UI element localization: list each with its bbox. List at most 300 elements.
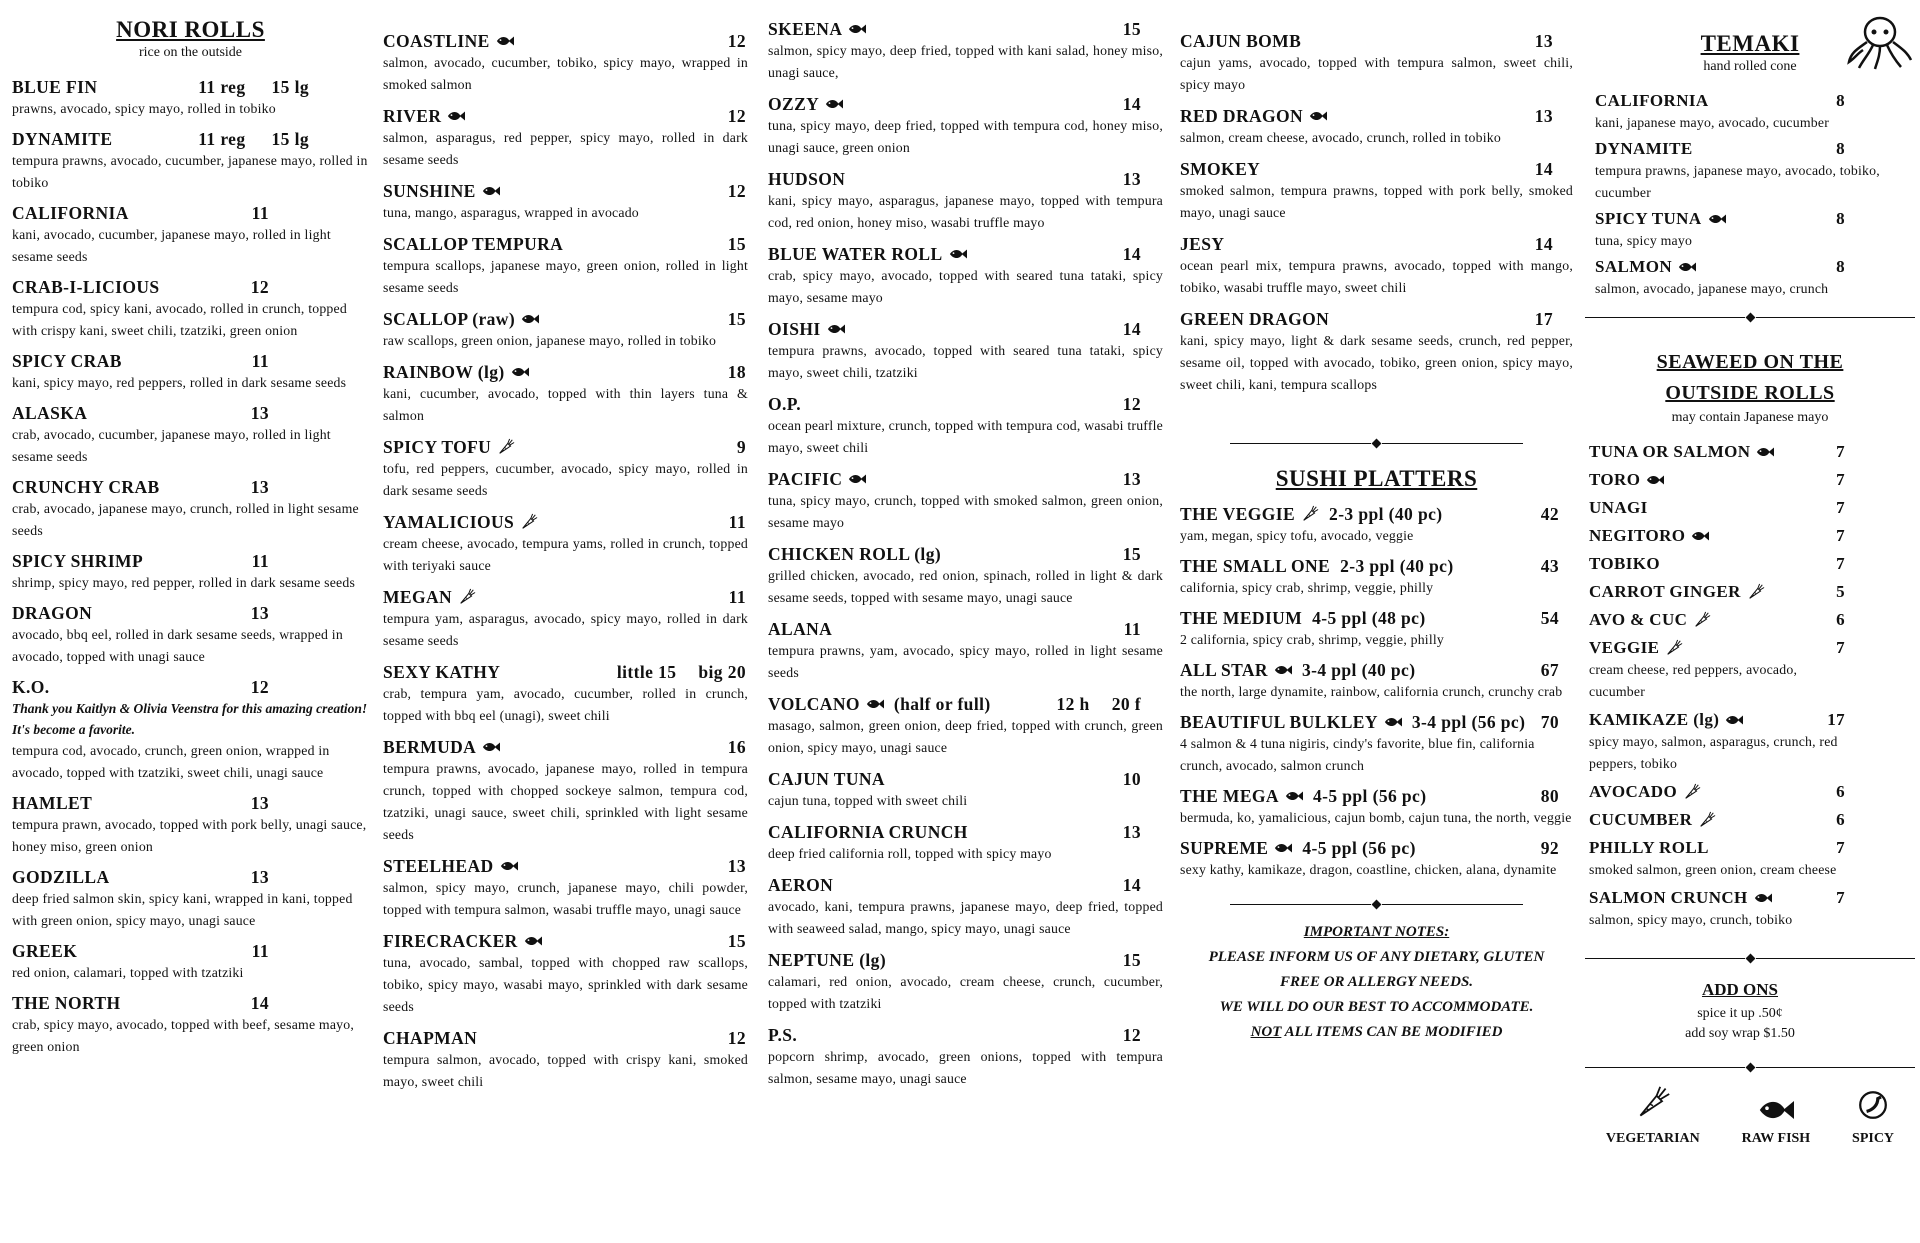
raw-fish-icon — [1756, 446, 1774, 458]
nori-rolls-subtitle: rice on the outside — [138, 45, 243, 60]
menu-item — [1180, 503, 1573, 547]
menu-item-price: 15 — [1122, 544, 1141, 564]
menu-item-title: DYNAMITE — [12, 129, 113, 149]
menu-item-price: 13 — [250, 603, 269, 623]
add-on-spice: spice it up .50¢ — [1697, 1006, 1783, 1021]
raw-fish-icon — [848, 473, 866, 485]
menu-item-price: 7 — [1836, 442, 1845, 461]
menu-item-name — [12, 792, 92, 814]
menu-item — [383, 361, 748, 427]
menu-item-row — [383, 30, 748, 52]
menu-item-row — [1180, 233, 1573, 255]
raw-fish-icon — [848, 23, 866, 35]
menu-item — [383, 661, 748, 727]
menu-item-price: 15 — [727, 309, 746, 329]
menu-item — [12, 866, 369, 932]
menu-item-description: smoked salmon, green onion, cream cheese — [1589, 862, 1837, 877]
menu-item — [12, 476, 369, 542]
menu-item-price: 13 — [250, 867, 269, 887]
menu-item-title: ALL STAR — [1180, 660, 1268, 680]
menu-item-row — [1589, 553, 1845, 575]
vegetarian-carrot-icon — [1301, 505, 1319, 523]
menu-item-row — [1589, 809, 1845, 831]
menu-item-name — [12, 992, 121, 1014]
menu-item-name — [768, 243, 967, 265]
menu-item-price: 67 — [1540, 660, 1559, 680]
menu-item-description: salmon, spicy mayo, crunch, japanese mayo, chili powder, topped with tempura salmon, wasabi truffle mayo, unagi sauce — [383, 880, 748, 917]
menu-item-price: 11 — [251, 941, 269, 961]
menu-item — [12, 992, 369, 1058]
menu-item-title: CAJUN BOMB — [1180, 31, 1302, 51]
menu-item — [768, 393, 1163, 459]
menu-item-title: DRAGON — [12, 603, 93, 623]
divider — [1230, 901, 1523, 908]
menu-item-row — [1589, 709, 1845, 731]
seaweed-subtitle: may contain Japanese mayo — [1671, 410, 1829, 425]
menu-item — [768, 243, 1163, 309]
menu-item-row — [768, 949, 1163, 971]
menu-item-name — [383, 30, 514, 52]
menu-item-row — [768, 768, 1163, 790]
divider — [1585, 1064, 1915, 1071]
menu-item-price: 13 — [250, 403, 269, 423]
menu-item-title: THE MEDIUM — [1180, 608, 1303, 628]
menu-item-row — [383, 930, 748, 952]
menu-item-row — [383, 436, 748, 458]
raw-fish-icon — [1678, 261, 1696, 273]
menu-item — [1589, 887, 1845, 931]
menu-item-description: salmon, avocado, japanese mayo, crunch — [1595, 281, 1829, 296]
menu-item-description: deep fried salmon skin, spicy kani, wrapped in kani, topped with green onion, spicy mayo, unagi sauce — [12, 891, 353, 928]
menu-item-name — [383, 436, 515, 458]
menu-item-price: 7 — [1836, 838, 1845, 857]
menu-item-description: tuna, spicy mayo, crunch, topped with smoked salmon, green onion, sesame mayo — [768, 493, 1163, 530]
menu-item — [1180, 607, 1573, 651]
menu-item-row — [12, 992, 369, 1014]
menu-item-title: SCALLOP (raw) — [383, 309, 516, 329]
menu-item-description: kani, spicy mayo, light & dark sesame seeds, crunch, red pepper, sesame oil, topped with avocado, tobiko, green onion, spicy mayo, sweet chili, kani, tempura scallops — [1180, 333, 1573, 392]
menu-item-description: ocean pearl mix, tempura prawns, avocado, topped with mango, tobiko, wasabi truffle mayo, sweet chili — [1180, 258, 1573, 295]
menu-item-price: 7 — [1836, 554, 1845, 573]
menu-item-title: UNAGI — [1589, 498, 1648, 517]
menu-item-description: ocean pearl mixture, crunch, topped with tempura cod, wasabi truffle mayo, sweet chili — [768, 418, 1163, 455]
menu-item-row — [383, 233, 748, 255]
menu-item — [1180, 555, 1573, 599]
menu-item-price: 15 — [727, 234, 746, 254]
raw-fish-icon — [1708, 213, 1726, 225]
menu-item — [768, 821, 1163, 865]
menu-item-title: SMOKEY — [1180, 159, 1261, 179]
raw-fish-icon — [1384, 716, 1402, 728]
menu-item-price: 43 — [1540, 556, 1559, 576]
menu-item-row — [1595, 256, 1905, 278]
menu-item — [12, 76, 369, 120]
menu-item-description: tempura prawn, avocado, topped with pork belly, unagi sauce, honey miso, green onion — [12, 817, 367, 854]
menu-item-price: 7 — [1836, 498, 1845, 517]
menu-item-row — [12, 676, 369, 698]
menu-item-name — [383, 586, 476, 608]
menu-item-title: O.P. — [768, 394, 802, 414]
legend-raw-fish-label: RAW FISH — [1741, 1131, 1811, 1146]
menu-item-row — [1180, 607, 1573, 629]
raw-fish-icon — [949, 248, 967, 260]
menu-item-description: tempura cod, avocado, crunch, green onion, wrapped in avocado, topped with tzatziki, sweet chili, unagi sauce — [12, 743, 330, 780]
menu-item — [12, 792, 369, 858]
menu-item-description: salmon, spicy mayo, crunch, tobiko — [1589, 912, 1793, 927]
menu-item — [1180, 105, 1573, 149]
menu-item-row — [1595, 138, 1905, 160]
menu-item-title: OISHI — [768, 319, 821, 339]
menu-item — [1180, 785, 1573, 829]
rolls-column-3 — [768, 0, 1163, 1099]
menu-item-description: crab, avocado, japanese mayo, crunch, rolled in light sesame seeds — [12, 501, 359, 538]
menu-item-row — [768, 168, 1163, 190]
raw-fish-icon — [866, 698, 884, 710]
raw-fish-icon — [500, 860, 518, 872]
vegetarian-carrot-icon — [1693, 611, 1711, 629]
menu-item-title: SUNSHINE — [383, 181, 476, 201]
menu-item-row — [12, 276, 369, 298]
menu-item-price: 12 — [1122, 1025, 1141, 1045]
menu-item-price: 92 — [1540, 838, 1559, 858]
menu-item-row — [12, 792, 369, 814]
menu-item-row — [12, 602, 369, 624]
raw-fish-icon — [1309, 110, 1327, 122]
menu-item — [1180, 308, 1573, 396]
legend — [1585, 1085, 1915, 1147]
menu-item-name — [12, 128, 112, 150]
menu-item-name — [768, 468, 866, 490]
menu-item — [768, 874, 1163, 940]
menu-item-name — [383, 233, 563, 255]
vegetarian-carrot-icon — [497, 438, 515, 456]
raw-fish-icon — [1754, 892, 1772, 904]
menu-item-description: red onion, calamari, topped with tzatziki — [12, 965, 244, 980]
menu-item-row — [768, 393, 1163, 415]
menu-item-name — [1180, 30, 1301, 52]
menu-item-description: tempura prawns, avocado, japanese mayo, rolled in tempura crunch, topped with chopped sockeye salmon, tempura cod, tzatziki, unagi sauce, sweet chili, sprinkled with light sesame seeds — [383, 761, 748, 842]
menu-item-row — [768, 693, 1163, 715]
legend-raw-fish — [1742, 1099, 1811, 1147]
menu-item-name — [1595, 256, 1696, 278]
menu-item-note: Thank you Kaitlyn & Olivia Veenstra for this amazing creation! It's become a favorite. — [12, 701, 368, 737]
menu-item-row — [383, 180, 748, 202]
menu-item-title: HAMLET — [12, 793, 93, 813]
menu-item-price: 11 — [728, 587, 746, 607]
menu-item-row — [1180, 837, 1573, 859]
menu-item — [383, 511, 748, 577]
menu-item-name — [768, 618, 832, 640]
divider — [1585, 314, 1915, 321]
menu-item-title: CHICKEN ROLL (lg) — [768, 544, 942, 564]
menu-item-description: tempura prawns, avocado, topped with seared tuna tataki, spicy mayo, sweet chili, tzatziki — [768, 343, 1163, 380]
menu-item-name — [768, 543, 941, 565]
raw-fish-icon — [447, 110, 465, 122]
menu-item — [768, 768, 1163, 812]
menu-item-description: kani, cucumber, avocado, topped with thin layers tuna & salmon — [383, 386, 748, 423]
raw-fish-icon — [1274, 664, 1292, 676]
menu-item-row — [1589, 469, 1845, 491]
menu-item-name — [768, 693, 991, 715]
menu-item-title: CALIFORNIA — [12, 203, 129, 223]
vegetarian-carrot-icon — [1747, 583, 1765, 601]
menu-item-price: 14 — [1122, 875, 1141, 895]
menu-item-price: 16 — [727, 737, 746, 757]
platters-list — [1180, 503, 1573, 881]
menu-item-price: 15 — [1122, 19, 1141, 39]
menu-item-name — [1589, 887, 1772, 909]
menu-item-description: shrimp, spicy mayo, red pepper, rolled in dark sesame seeds — [12, 575, 356, 590]
menu-item-description: tuna, mango, asparagus, wrapped in avocado — [383, 205, 639, 220]
menu-item-description: kani, avocado, cucumber, japanese mayo, rolled in light sesame seeds — [12, 227, 331, 264]
raw-fish-icon — [1274, 842, 1292, 854]
menu-item-description: raw scallops, green onion, japanese mayo, rolled in tobiko — [383, 333, 717, 348]
menu-item-title: OZZY — [768, 94, 820, 114]
menu-item-price: 8 — [1836, 139, 1845, 158]
legend-vegetarian — [1606, 1085, 1700, 1147]
menu-item-price: 17 — [1827, 710, 1845, 729]
notes-line: PLEASE INFORM US OF ANY DIETARY, GLUTEN — [1208, 949, 1545, 965]
menu-item — [1595, 256, 1905, 300]
menu-item-name — [12, 676, 50, 698]
menu-item — [1595, 208, 1905, 252]
menu-item — [383, 586, 748, 652]
menu-item-title: COASTLINE — [383, 31, 490, 51]
menu-item-name — [383, 1027, 477, 1049]
menu-item-price: 11 — [1123, 619, 1141, 639]
important-notes — [1180, 920, 1573, 1045]
legend-vegetarian-label: VEGETARIAN — [1605, 1131, 1700, 1146]
menu-item-description: yam, megan, spicy tofu, avocado, veggie — [1180, 528, 1414, 543]
menu-item-row — [12, 866, 369, 888]
menu-item-row — [1589, 441, 1845, 463]
menu-item-row — [768, 468, 1163, 490]
menu-item-name — [1180, 503, 1319, 525]
menu-item-price: 8 — [1836, 209, 1845, 228]
menu-item-title: RED DRAGON — [1180, 106, 1304, 126]
menu-item-description: avocado, bbq eel, rolled in dark sesame seeds, wrapped in avocado, topped with unagi sauce — [12, 627, 343, 664]
menu-item-name — [12, 76, 97, 98]
carrot-icon — [1635, 1085, 1671, 1121]
menu-item-name — [768, 874, 833, 896]
menu-item-name — [383, 180, 500, 202]
menu-item-price: 12 — [727, 106, 746, 126]
menu-item-title: BEAUTIFUL BULKLEY — [1180, 712, 1378, 732]
menu-item-row — [1589, 637, 1845, 659]
legend-spicy-label: SPICY — [1852, 1131, 1895, 1146]
menu-item — [768, 618, 1163, 684]
menu-item-title: CHAPMAN — [383, 1028, 478, 1048]
menu-item — [1180, 659, 1573, 703]
menu-item-row — [12, 350, 369, 372]
menu-item-price: 8 — [1836, 91, 1845, 110]
seaweed-title-2: OUTSIDE ROLLS — [1665, 382, 1835, 404]
menu-item — [1589, 581, 1845, 603]
menu-item-row — [12, 402, 369, 424]
menu-item-row — [1180, 105, 1573, 127]
menu-item-name — [1589, 609, 1711, 631]
menu-item-name — [1180, 555, 1330, 577]
menu-item-title: TOBIKO — [1589, 554, 1661, 573]
platter-size: 4-5 ppl (56 pc) — [1302, 838, 1416, 858]
menu-item-price-small: 11 reg — [198, 77, 246, 97]
menu-item-price: 9 — [736, 437, 746, 457]
menu-item-row — [383, 361, 748, 383]
menu-item-title: MEGAN — [383, 587, 453, 607]
temaki-list — [1585, 90, 1915, 300]
important-notes-title: IMPORTANT NOTES: — [1303, 924, 1450, 940]
notes-line: FREE OR ALLERGY NEEDS. — [1279, 974, 1474, 990]
add-ons — [1585, 980, 1915, 1044]
menu-item-name — [1589, 837, 1709, 859]
menu-item-row — [768, 18, 1163, 40]
menu-item-row — [1595, 208, 1905, 230]
menu-item-price: 14 — [250, 993, 269, 1013]
menu-item-title: SPICY TUNA — [1595, 209, 1702, 228]
menu-item-title: AERON — [768, 875, 834, 895]
menu-item-description: tuna, avocado, sambal, topped with chopped raw scallops, tobiko, spicy mayo, wasabi mayo, sprinkled with dark sesame seeds — [383, 955, 748, 1014]
menu-item-description: crab, spicy mayo, avocado, topped with beef, sesame mayo, green onion — [12, 1017, 355, 1054]
menu-item-title: HUDSON — [768, 169, 846, 189]
menu-item-name — [768, 768, 885, 790]
menu-item-title: PACIFIC — [768, 469, 843, 489]
menu-item-title: BERMUDA — [383, 737, 477, 757]
menu-item-title: TORO — [1589, 470, 1641, 489]
menu-item-description: tempura cod, spicy kani, avocado, rolled in crunch, topped with crispy kani, sweet chili, tzatziki, green onion — [12, 301, 347, 338]
raw-fish-icon — [482, 741, 500, 753]
menu-item — [768, 1024, 1163, 1090]
menu-item-description: 2 california, spicy crab, shrimp, veggie, philly — [1180, 632, 1445, 647]
menu-item-description: tofu, red peppers, cucumber, avocado, spicy mayo, rolled in dark sesame seeds — [383, 461, 748, 498]
menu-item-price: 42 — [1540, 504, 1559, 524]
platter-size: 4-5 ppl (56 pc) — [1312, 786, 1427, 806]
menu-item-title: KAMIKAZE (lg) — [1589, 710, 1720, 729]
menu-item — [1589, 525, 1845, 547]
menu-item-description: tempura salmon, avocado, topped with crispy kani, smoked mayo, sweet chili — [383, 1052, 748, 1089]
menu-item — [1180, 837, 1573, 881]
menu-item-name — [12, 202, 129, 224]
menu-item-row — [1180, 711, 1573, 733]
menu-item-description: crab, tempura yam, avocado, cucumber, rolled in crunch, topped with bbq eel (unagi), sweet chili — [383, 686, 748, 723]
menu-item-price: 6 — [1836, 810, 1845, 829]
menu-item-name — [1595, 208, 1726, 230]
menu-item-price: 13 — [1122, 169, 1141, 189]
menu-item — [383, 30, 748, 96]
temaki-column — [1585, 0, 1915, 1147]
menu-item-title: STEELHEAD — [383, 856, 494, 876]
menu-item-row — [1589, 581, 1845, 603]
menu-item-title: SPICY CRAB — [12, 351, 122, 371]
menu-item-row — [12, 128, 369, 150]
menu-item-description: avocado, kani, tempura prawns, japanese mayo, deep fried, topped with seaweed salad, mango, spicy mayo, unagi sauce — [768, 899, 1163, 936]
menu-item-name — [383, 308, 539, 330]
menu-item-row — [1180, 308, 1573, 330]
menu-item-row — [768, 618, 1163, 640]
menu-item-description: salmon, avocado, cucumber, tobiko, spicy mayo, wrapped in smoked salmon — [383, 55, 748, 92]
menu-item-row — [768, 1024, 1163, 1046]
menu-item-price: 7 — [1836, 526, 1845, 545]
menu-item-description: masago, salmon, green onion, deep fried, topped with crunch, green onion, spicy mayo, unagi sauce — [768, 718, 1163, 755]
menu-item — [1589, 441, 1845, 463]
menu-item-title: SALMON CRUNCH — [1589, 888, 1748, 907]
menu-item-description: 4 salmon & 4 tuna nigiris, cindy's favorite, blue fin, california crunch, avocado, salmon crunch — [1180, 736, 1535, 773]
menu-item-row — [383, 1027, 748, 1049]
menu-item-row — [383, 736, 748, 758]
platter-size: 4-5 ppl (48 pc) — [1312, 608, 1426, 628]
menu-item-title: SKEENA — [768, 19, 843, 39]
legend-spicy — [1852, 1089, 1894, 1147]
menu-item — [1589, 781, 1845, 803]
menu-item-name — [1589, 809, 1716, 831]
menu-item-title: SPICY TOFU — [383, 437, 492, 457]
menu-item-name — [1595, 90, 1709, 112]
sushi-platters-title: SUSHI PLATTERS — [1275, 466, 1478, 491]
menu-item-description: tempura prawns, yam, avocado, spicy mayo, rolled in light sesame seeds — [768, 643, 1163, 680]
menu-item-name — [1589, 553, 1660, 575]
menu-item-title: NEPTUNE (lg) — [768, 950, 887, 970]
menu-item-price: 13 — [1534, 31, 1553, 51]
menu-item-title: CALIFORNIA CRUNCH — [768, 822, 968, 842]
menu-item-title: JESY — [1180, 234, 1225, 254]
menu-item-row — [768, 93, 1163, 115]
menu-item-row — [1595, 90, 1905, 112]
rolls-list-4 — [1180, 0, 1573, 396]
menu-item-name — [1589, 525, 1709, 547]
menu-item-name — [1180, 711, 1402, 733]
menu-item — [768, 93, 1163, 159]
platter-size: 2-3 ppl (40 pc) — [1340, 556, 1454, 576]
menu-item-row — [12, 76, 369, 98]
menu-item-row — [383, 511, 748, 533]
menu-item-description: cream cheese, avocado, tempura yams, rolled in crunch, topped with teriyaki sauce — [383, 536, 748, 573]
menu-item-title: GREEK — [12, 941, 78, 961]
menu-item-price: 7 — [1836, 470, 1845, 489]
menu-item-price: 7 — [1836, 638, 1845, 657]
menu-item-description: cajun yams, avocado, topped with tempura salmon, sweet chili, spicy mayo — [1180, 55, 1573, 92]
menu-item — [768, 318, 1163, 384]
menu-item-name — [768, 821, 968, 843]
menu-item-row — [768, 874, 1163, 896]
menu-item — [1589, 609, 1845, 631]
menu-item-price: 14 — [1534, 159, 1553, 179]
menu-item-name — [12, 866, 110, 888]
menu-item-title: BLUE WATER ROLL — [768, 244, 943, 264]
menu-item-price-small: 11 reg — [198, 129, 246, 149]
menu-item-description: spicy mayo, salmon, asparagus, crunch, red peppers, tobiko — [1589, 734, 1838, 771]
menu-item-title: RAINBOW (lg) — [383, 362, 505, 382]
menu-item-price: 11 — [728, 512, 746, 532]
menu-item — [1180, 711, 1573, 777]
platter-size: 3-4 ppl (40 pc) — [1301, 660, 1416, 680]
menu-item-name — [12, 276, 160, 298]
raw-fish-icon — [511, 366, 529, 378]
menu-item — [383, 105, 748, 171]
menu-item-row — [1589, 609, 1845, 631]
menu-item-name — [1589, 497, 1648, 519]
menu-item-row — [1180, 555, 1573, 577]
raw-fish-icon — [482, 185, 500, 197]
menu-item-name — [1589, 441, 1774, 463]
fish-icon — [1758, 1099, 1794, 1121]
menu-item-description: cream cheese, red peppers, avocado, cucumber — [1589, 662, 1798, 699]
menu-item-name — [12, 940, 77, 962]
menu-item — [1589, 553, 1845, 575]
menu-item-row — [1180, 503, 1573, 525]
nori-rolls-column — [12, 0, 369, 1066]
menu-item — [1589, 637, 1845, 703]
menu-item-price-small: little 15 — [616, 662, 677, 682]
menu-item-name — [768, 318, 845, 340]
